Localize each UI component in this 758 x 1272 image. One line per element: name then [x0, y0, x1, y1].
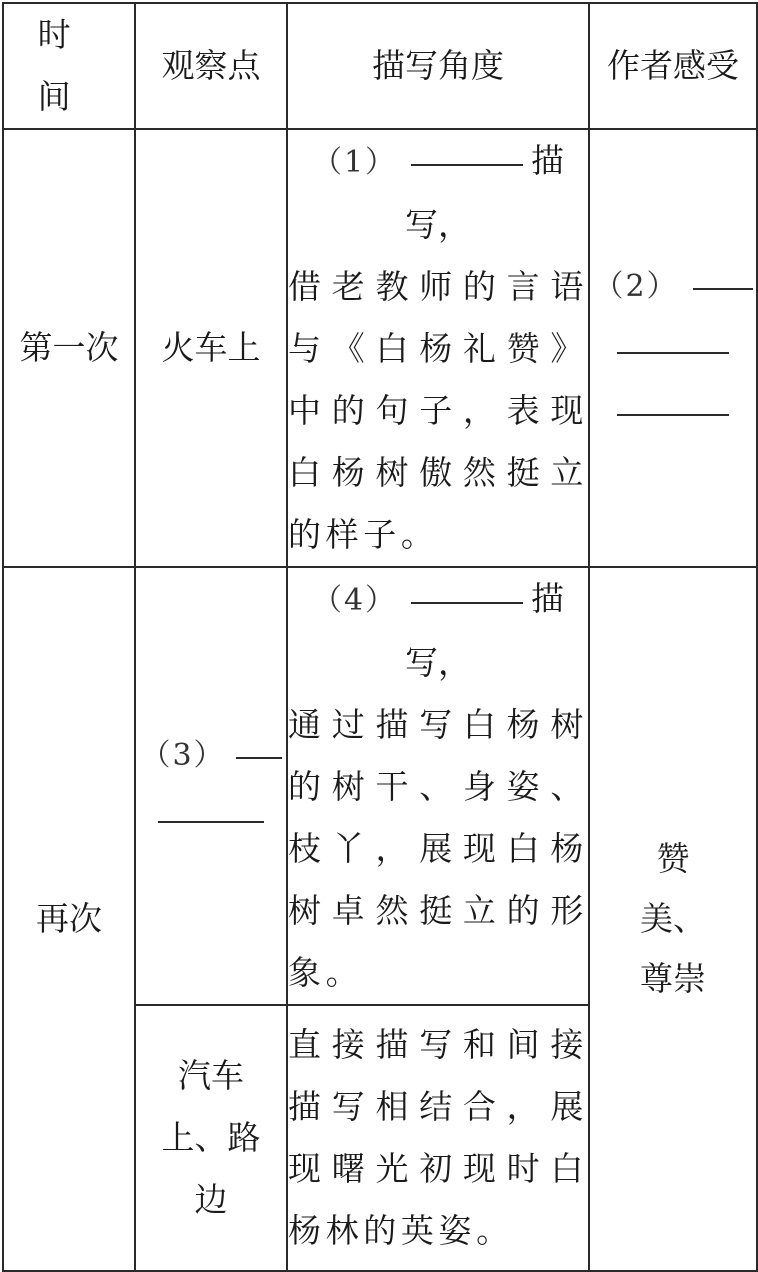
description-suffix-1: 描写，: [405, 141, 565, 244]
answer-blank-2c[interactable]: [617, 384, 729, 416]
description-text-again-b: 直接描写和间接描写相结合，展现曙光初现时白杨林的英姿。: [288, 1025, 588, 1250]
cell-description-first: [287, 129, 589, 567]
answer-blank-4[interactable]: [411, 572, 523, 604]
answer-blank-1[interactable]: [411, 134, 523, 166]
header-author-feeling: 作者感受: [589, 3, 757, 129]
comparison-table: [2, 2, 758, 1272]
blank-number-1: （1）: [311, 145, 398, 180]
answer-blank-3b[interactable]: [158, 791, 264, 823]
cell-time-again: 再次: [3, 567, 135, 1271]
blank-number-4: （4）: [311, 583, 398, 618]
header-description-angle: 描写角度: [287, 3, 589, 129]
header-time: 时 间: [3, 3, 135, 129]
answer-blank-2a[interactable]: [693, 258, 753, 290]
cell-feeling-again: [589, 567, 757, 1271]
cell-observation-first: 火车上: [135, 129, 287, 567]
observation-text-again-b: 汽车上、路边: [161, 1056, 261, 1219]
blank-number-3: （3）: [140, 738, 226, 773]
description-text-1: 借老教师的言语与《白杨礼赞》中的句子，表现白杨树傲然挺立的样子。: [288, 267, 588, 554]
cell-feeling-first: [589, 129, 757, 567]
cell-description-again-a: [287, 567, 589, 1005]
answer-blank-3a[interactable]: [236, 727, 282, 759]
table-row-first: [3, 129, 757, 567]
cell-observation-again-a: [135, 567, 287, 1005]
description-text-4: 通过描写白杨树的树干、身姿、枝丫，展现白杨树卓然挺立的形象。: [288, 705, 588, 992]
cell-time-first: 第一次: [3, 129, 135, 567]
table-header-row: [3, 3, 757, 129]
table-row-again-a: [3, 567, 757, 1005]
feeling-text-again: 赞美、尊崇: [640, 839, 706, 998]
header-observation-point: 观察点: [135, 3, 287, 129]
blank-number-2: （2）: [593, 269, 679, 304]
description-suffix-4: 描写，: [405, 579, 565, 682]
answer-blank-2b[interactable]: [617, 322, 729, 354]
